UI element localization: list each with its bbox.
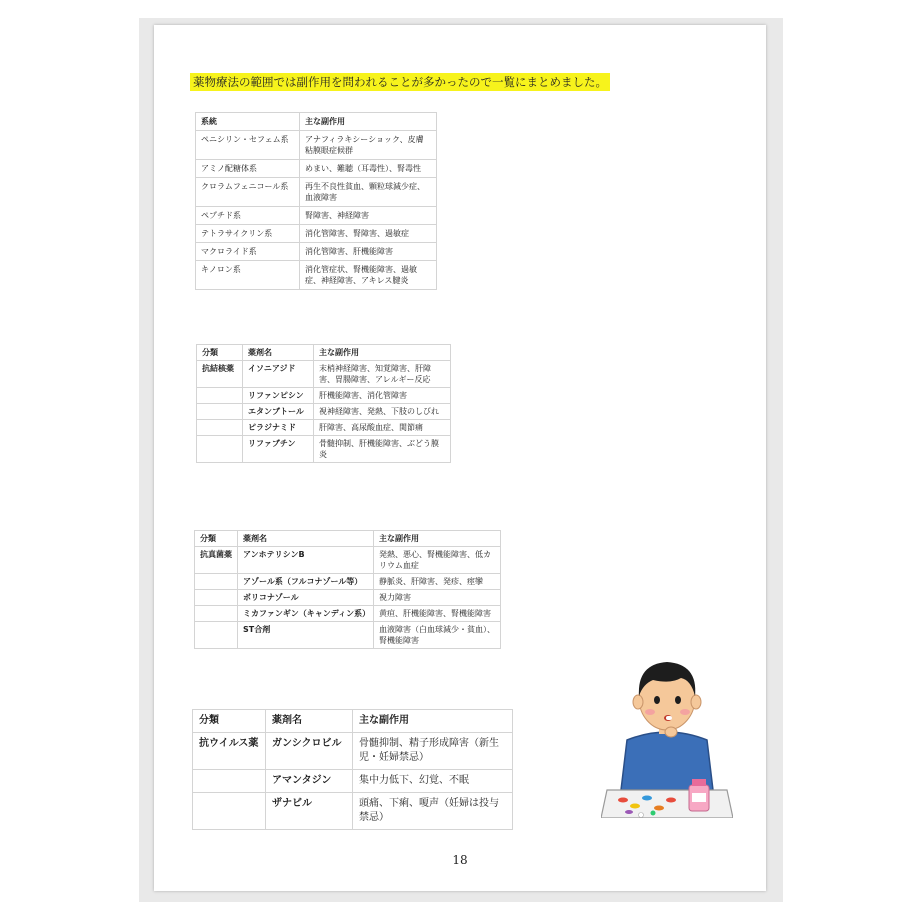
table-row — [197, 436, 451, 463]
table-header-row — [196, 113, 437, 131]
column-header: 薬剤名 — [238, 531, 374, 547]
table-row — [195, 547, 501, 574]
class-cell: クロラムフェニコール系 — [196, 178, 300, 207]
effect-cell: 静脈炎、肝障害、発疹、痙攣 — [374, 574, 501, 590]
effect-cell: 消化管障害、肝機能障害 — [300, 243, 437, 261]
effect-cell: 骨髄抑制、肝機能障害、ぶどう膜炎 — [314, 436, 451, 463]
category-cell: 抗ウイルス薬 — [193, 733, 266, 770]
table-row — [197, 420, 451, 436]
table-header-row — [193, 710, 513, 733]
column-header: 薬剤名 — [243, 345, 314, 361]
table-row — [195, 574, 501, 590]
effect-cell: 肝機能障害、消化管障害 — [314, 388, 451, 404]
table-row — [196, 178, 437, 207]
table-row — [196, 131, 437, 160]
boy-taking-medicine-illustration — [601, 640, 733, 818]
effect-cell: 血液障害（白血球減少・貧血）、腎機能障害 — [374, 622, 501, 649]
drug-cell: アゾール系（フルコナゾール等） — [238, 574, 374, 590]
page-number: 18 — [452, 853, 468, 867]
class-cell: アミノ配糖体系 — [196, 160, 300, 178]
drug-cell: リファンピシン — [243, 388, 314, 404]
class-cell: キノロン系 — [196, 261, 300, 290]
table-row — [196, 261, 437, 290]
column-header: 主な副作用 — [353, 710, 513, 733]
drug-cell: リファブチン — [243, 436, 314, 463]
effect-cell: 視力障害 — [374, 590, 501, 606]
table-row — [193, 793, 513, 830]
table-row — [196, 225, 437, 243]
antituberculosis-table — [196, 344, 451, 463]
table-header-row — [197, 345, 451, 361]
effect-cell: 消化管症状、腎機能障害、過敏症、神経障害、アキレス腱炎 — [300, 261, 437, 290]
column-header: 分類 — [195, 531, 238, 547]
document-page — [154, 25, 766, 891]
effect-cell: 黄疸、肝機能障害、腎機能障害 — [374, 606, 501, 622]
effect-cell: 視神経障害、発熱、下肢のしびれ — [314, 404, 451, 420]
effect-cell: 末梢神経障害、知覚障害、肝障害、胃腸障害、アレルギー反応 — [314, 361, 451, 388]
drug-cell: ガンシクロビル — [266, 733, 353, 770]
effect-cell: アナフィラキシーショック、皮膚粘膜眼症候群 — [300, 131, 437, 160]
effect-cell: めまい、難聴（耳毒性）、腎毒性 — [300, 160, 437, 178]
antiviral-table — [192, 709, 513, 830]
class-cell: マクロライド系 — [196, 243, 300, 261]
drug-cell: ST合剤 — [238, 622, 374, 649]
class-cell: ペプチド系 — [196, 207, 300, 225]
column-header: 主な副作用 — [300, 113, 437, 131]
drug-cell: アンホテリシンB — [238, 547, 374, 574]
table-row — [197, 361, 451, 388]
category-cell: 抗結核薬 — [197, 361, 243, 388]
effect-cell: 頭痛、下痢、嗄声（妊婦は投与禁忌） — [353, 793, 513, 830]
drug-cell: アマンタジン — [266, 770, 353, 793]
category-cell: 抗真菌薬 — [195, 547, 238, 574]
column-header: 主な副作用 — [374, 531, 501, 547]
table-row — [195, 606, 501, 622]
column-header: 薬剤名 — [266, 710, 353, 733]
effect-cell: 集中力低下、幻覚、不眠 — [353, 770, 513, 793]
column-header: 分類 — [197, 345, 243, 361]
effect-cell: 消化管障害、腎障害、過敏症 — [300, 225, 437, 243]
effect-cell: 骨髄抑制、精子形成障害（新生児・妊婦禁忌） — [353, 733, 513, 770]
table-row — [195, 622, 501, 649]
column-header: 分類 — [193, 710, 266, 733]
table-row — [193, 770, 513, 793]
table-row — [196, 207, 437, 225]
drug-cell: ボリコナゾール — [238, 590, 374, 606]
table-row — [193, 733, 513, 770]
effect-cell: 再生不良性貧血、顆粒球減少症、血液障害 — [300, 178, 437, 207]
drug-cell: ピラジナミド — [243, 420, 314, 436]
table-header-row — [195, 531, 501, 547]
drug-cell: ミカファンギン（キャンディン系） — [238, 606, 374, 622]
table-row — [196, 160, 437, 178]
column-header: 主な副作用 — [314, 345, 451, 361]
intro-highlight: 薬物療法の範囲では副作用を問われることが多かったので一覧にまとめました。 — [190, 73, 610, 91]
column-header: 系統 — [196, 113, 300, 131]
effect-cell: 腎障害、神経障害 — [300, 207, 437, 225]
effect-cell: 発熱、悪心、腎機能障害、低カリウム血症 — [374, 547, 501, 574]
effect-cell: 肝障害、高尿酸血症、関節痛 — [314, 420, 451, 436]
class-cell: ペニシリン・セフェム系 — [196, 131, 300, 160]
drug-cell: ザナビル — [266, 793, 353, 830]
table-row — [195, 590, 501, 606]
class-cell: テトラサイクリン系 — [196, 225, 300, 243]
table-row — [197, 388, 451, 404]
table-row — [196, 243, 437, 261]
drug-cell: イソニアジド — [243, 361, 314, 388]
antifungal-table — [194, 530, 501, 649]
drug-cell: エタンブトール — [243, 404, 314, 420]
antibiotic-side-effects-table — [195, 112, 437, 290]
table-row — [197, 404, 451, 420]
